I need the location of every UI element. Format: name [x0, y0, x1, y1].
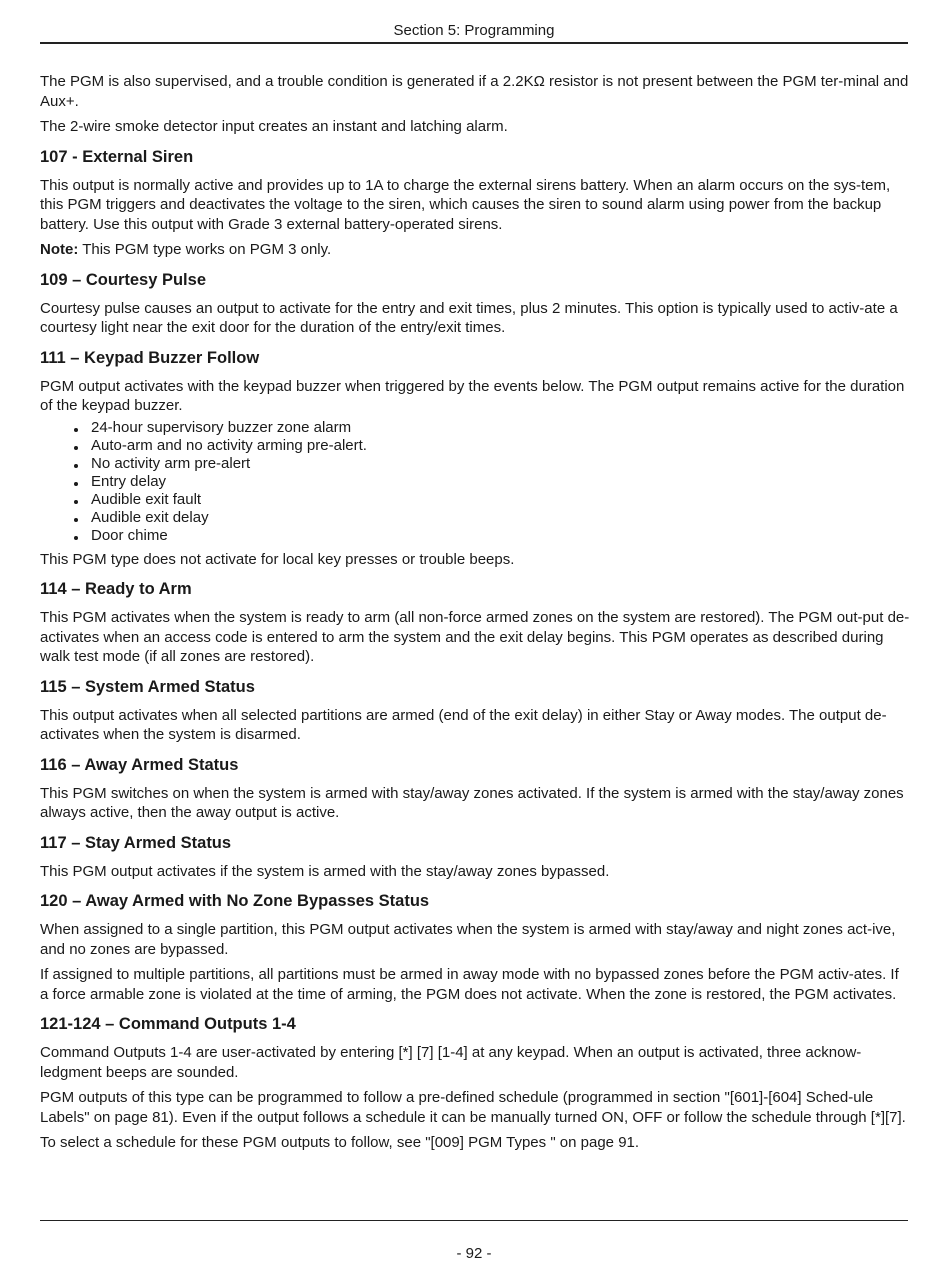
heading-109-courtesy-pulse: 109 – Courtesy Pulse — [40, 270, 206, 289]
heading-121-124-command-outputs: 121-124 – Command Outputs 1-4 — [40, 1015, 296, 1033]
heading-114-ready-to-arm: 114 – Ready to Arm — [40, 580, 192, 598]
heading-107-external-siren: 107 - External Siren — [40, 147, 194, 166]
section-header: Section 5: Programming — [40, 22, 908, 44]
note-label: Note: — [40, 241, 79, 258]
footer-divider — [40, 1220, 908, 1221]
s114-paragraph-1: This PGM activates when the system is ready to arm (all non-force armed zones on the system are restored). The PGM out-put de-activates when an access code is entered to arm the system and the exit delay begins. This PGM operates as described during walk test mode (if all zones are restored). — [40, 609, 910, 665]
heading-111-keypad-buzzer-follow: 111 – Keypad Buzzer Follow — [40, 348, 260, 367]
s117-paragraph-1: This PGM output activates if the system is armed with the stay/away zones bypassed. — [40, 862, 610, 880]
heading-115-system-armed-status: 115 – System Armed Status — [40, 677, 255, 696]
page-number: - 92 - — [456, 1245, 492, 1262]
s116-paragraph-1: This PGM switches on when the system is armed with stay/away zones activated. If the system is armed with the stay/away zones always active, then the away output is active. — [40, 784, 904, 821]
s121-paragraph-3: To select a schedule for these PGM outputs to follow, see "[009] PGM Types " on page 91. — [40, 1134, 640, 1151]
s107-note — [40, 240, 910, 260]
list-item: Auto-arm and no activity arming pre-alert. — [40, 437, 910, 455]
heading-120-away-armed-no-bypass: 120 – Away Armed with No Zone Bypasses Status — [40, 892, 430, 910]
s120-paragraph-2: If assigned to multiple partitions, all partitions must be armed in away mode with no bypassed zones before the PGM activ-ates. If a force armable zone is violated at the time of arming, the PGM does not activate. When the zone is restored, the PGM activates. — [40, 966, 899, 1003]
heading-116-away-armed-status: 116 – Away Armed Status — [40, 755, 239, 774]
intro-paragraph-1: The PGM is also supervised, and a trouble condition is generated if a 2.2KΩ resistor is not present between the PGM ter-minal and Aux+. — [40, 73, 909, 110]
s111-paragraph-1: PGM output activates with the keypad buzzer when triggered by the events below. The PGM output remains active for the duration of the keypad buzzer. — [40, 377, 905, 414]
s121-paragraph-1: Command Outputs 1-4 are user-activated by entering [*] [7] [1-4] at any keypad. When an output is activated, three acknow-ledgment beeps are sounded. — [40, 1044, 862, 1081]
heading-117-stay-armed-status: 117 – Stay Armed Status — [40, 833, 232, 852]
s115-paragraph-1: This output activates when all selected partitions are armed (end of the exit delay) in either Stay or Away modes. The output de-activates when the system is disarmed. — [40, 706, 887, 743]
s107-paragraph-1: This output is normally active and provides up to 1A to charge the external sirens battery. When an alarm occurs on the sys-tem, this PGM triggers and deactivates the voltage to the siren, which causes the siren to sound alarm using power from the backup battery. Use this output with Grade 3 external battery-operated sirens. — [40, 176, 891, 233]
list-item: Door chime — [40, 527, 910, 545]
s111-paragraph-2: This PGM type does not activate for local key presses or trouble beeps. — [40, 550, 515, 568]
page-content — [40, 72, 910, 1159]
note-text: This PGM type works on PGM 3 only. — [78, 241, 332, 258]
intro-paragraph-2: The 2-wire smoke detector input creates an instant and latching alarm. — [40, 118, 508, 135]
list-item: 24-hour supervisory buzzer zone alarm — [40, 419, 910, 437]
list-item: Entry delay — [40, 473, 910, 491]
list-item: Audible exit delay — [40, 509, 910, 527]
list-item: No activity arm pre-alert — [40, 455, 910, 473]
s120-paragraph-1: When assigned to a single partition, this PGM output activates when the system is armed with stay/away and night zones act-ive, and no zones are bypassed. — [40, 921, 896, 958]
s121-paragraph-2: PGM outputs of this type can be programmed to follow a pre-defined schedule (programmed in section "[601]-[604] Sched-ule Labels" on page 81). Even if the output follows a schedule it can be manually turned ON, OFF or follow the schedule through [*][7]. — [40, 1089, 906, 1126]
s109-paragraph-1: Courtesy pulse causes an output to activate for the entry and exit times, plus 2 minutes. This option is typically used to activ-ate a courtesy light near the exit door for the duration of the entry/exit times. — [40, 299, 898, 336]
list-item: Audible exit fault — [40, 491, 910, 509]
buzzer-events-list — [40, 419, 910, 545]
